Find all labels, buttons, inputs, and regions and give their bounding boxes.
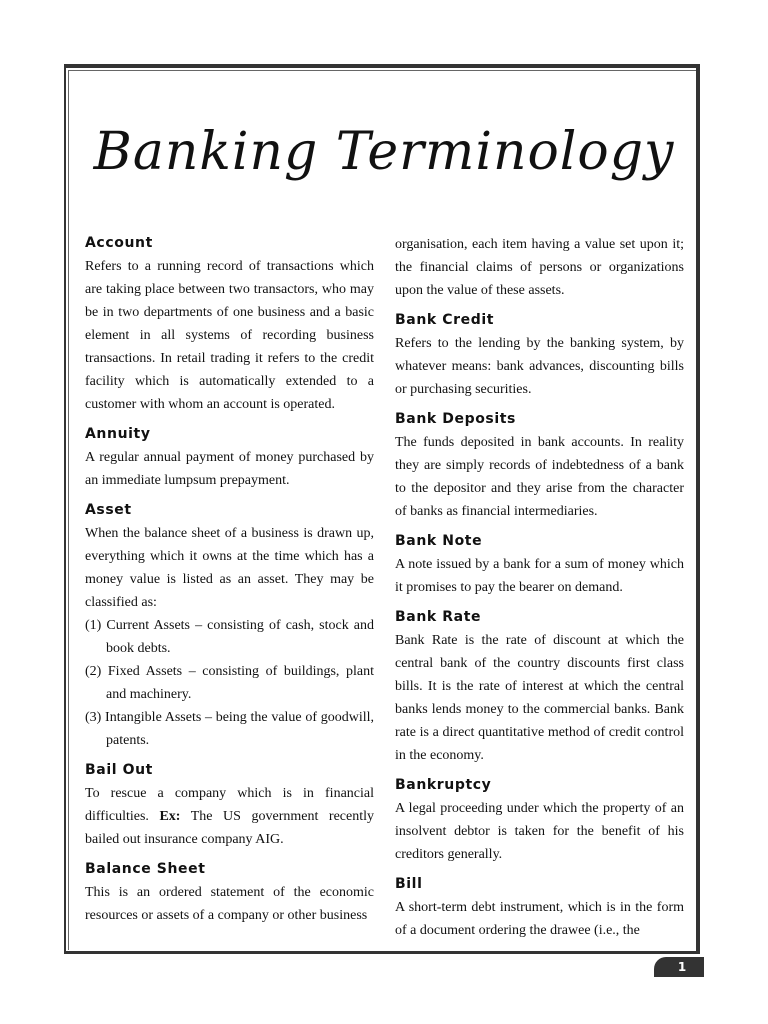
term-bank-credit: Bank Credit [395,312,495,328]
right-column [395,233,684,942]
definition-bank-credit: Refers to the lending by the banking system, by whatever means: bank advances, discounting bills or purchasing securities. [395,336,684,397]
term-bank-note: Bank Note [395,533,483,549]
definition-bank-note: A note issued by a bank for a sum of money which it promises to pay the bearer on demand. [395,557,684,595]
term-bill: Bill [395,876,423,892]
term-bank-deposits: Bank Deposits [395,411,516,427]
term-balance-sheet: Balance Sheet [85,861,206,877]
asset-classification-list [85,614,374,752]
definition-bail-out-start: To rescue a company which is in financial difficulties. [85,786,374,824]
definition-account: Refers to a running record of transactions which are taking place between two transactors, who may be in two departments of one business and a basic element in all systems of recording business transactions. In retail trading it refers to the credit facility which is automatically extended to a customer with whom an account is operated. [85,259,374,412]
term-bail-out: Bail Out [85,762,153,778]
definition-balance-sheet-continued: organisation, each item having a value set upon it; the financial claims of persons or organizations upon the value of these assets. [395,237,684,298]
definition-asset: When the balance sheet of a business is drawn up, everything which it owns at the time which has a money value is listed as an asset. They may be classified as: [85,526,374,610]
term-account: Account [85,235,153,251]
definition-bail-out-end: The US government recently bailed out insurance company AIG. [85,809,374,847]
term-bank-rate: Bank Rate [395,609,482,625]
definition-bail-out [85,782,374,851]
definition-bank-rate: Bank Rate is the rate of discount at which the central bank of the country discounts first class bills. It is the rate of interest at which the central banks lends money to the commercial banks. Bank rate is a direct quantitative method of credit control in the economy. [395,633,684,763]
term-annuity: Annuity [85,426,151,442]
page-title: Banking Terminology [93,122,675,182]
term-bankruptcy: Bankruptcy [395,777,492,793]
left-column [85,233,374,927]
definition-bill: A short-term debt instrument, which is in the form of a document ordering the drawee (i.e., the [395,900,684,938]
definition-bankruptcy: A legal proceeding under which the property of an insolvent debtor is taken for the benefit of his creditors generally. [395,801,684,862]
page-number-tab [654,957,704,977]
example-label: Ex: [159,809,181,824]
definition-annuity: A regular annual payment of money purchased by an immediate lumpsum prepayment. [85,450,374,488]
list-item: (3) Intangible Assets – being the value of goodwill, patents. [85,710,374,748]
page-number: 1 [677,960,687,974]
definition-balance-sheet: This is an ordered statement of the economic resources or assets of a company or other business [85,885,374,923]
term-asset: Asset [85,502,132,518]
list-item: (2) Fixed Assets – consisting of buildings, plant and machinery. [85,664,374,702]
list-item: (1) Current Assets – consisting of cash, stock and book debts. [85,618,374,656]
definition-bank-deposits: The funds deposited in bank accounts. In reality they are simply records of indebtedness of a bank to the depositor and they arise from the character of banks as financial intermediaries. [395,435,684,519]
